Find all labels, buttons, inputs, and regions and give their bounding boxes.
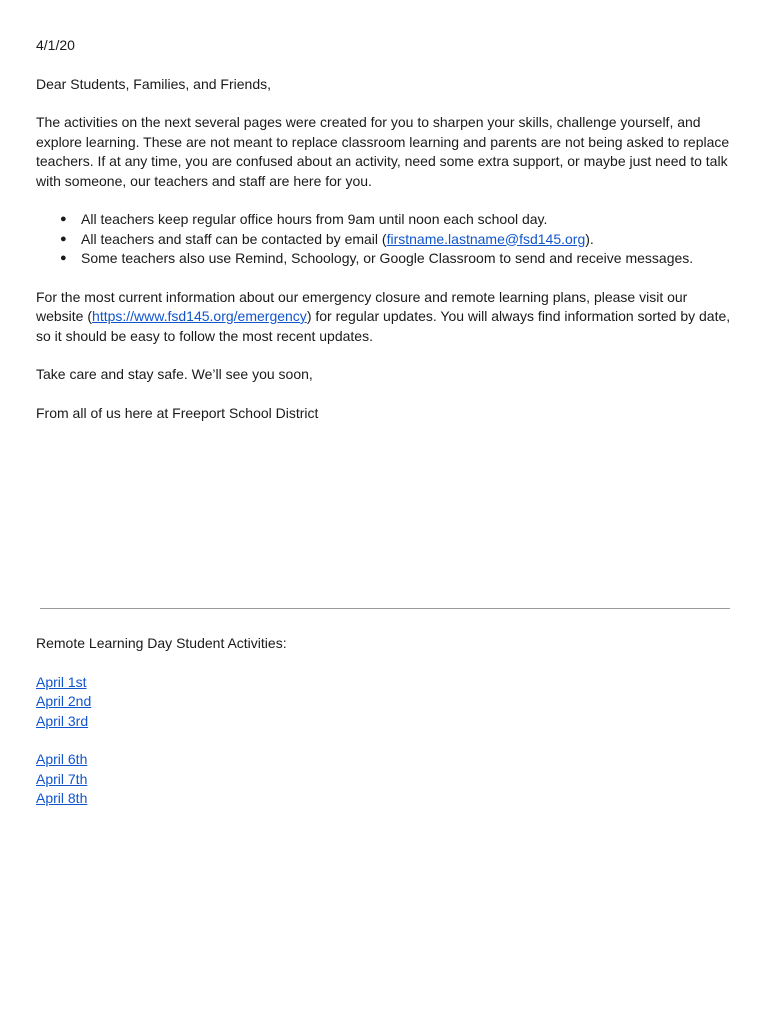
letter (36, 36, 736, 442)
activity-link-april-2[interactable]: April 2nd (36, 693, 92, 709)
bullet-icon: ● (60, 252, 67, 264)
office-hours-text: All teachers keep regular office hours from 9am until noon each school day. (81, 211, 548, 227)
email-text-pre: All teachers and staff can be contacted by email ( (81, 230, 387, 247)
list-item (60, 210, 736, 230)
activities-section (36, 634, 736, 828)
activity-link-april-8[interactable]: April 8th (36, 790, 88, 806)
list-item (60, 230, 736, 250)
email-text-post: ). (585, 230, 594, 247)
email-link[interactable]: firstname.lastname@fsd145.org (386, 230, 586, 247)
bullet-icon: ● (60, 232, 67, 245)
signature-line: From all of us here at Freeport School District (36, 404, 319, 421)
messaging-text: Some teachers also use Remind, Schoology, or Google Classroom to send and receive messages. (81, 250, 694, 266)
section-divider (40, 608, 730, 609)
info-text-post: ) for regular updates. You will always find information sorted by date, so it should be easy to follow the most recent updates. (36, 308, 731, 344)
activity-link-april-3[interactable]: April 3rd (36, 712, 89, 729)
activity-link-april-1[interactable]: April 1st (36, 673, 87, 690)
activity-link-april-6[interactable]: April 6th (36, 751, 88, 767)
activities-heading: Remote Learning Day Student Activities: (36, 635, 287, 651)
info-paragraph (36, 288, 736, 347)
week2-links (36, 750, 736, 809)
closing-line: Take care and stay safe. We’ll see you soon, (36, 366, 313, 382)
activity-link-april-7[interactable]: April 7th (36, 770, 88, 787)
letter-greeting: Dear Students, Families, and Friends, (36, 75, 271, 92)
bullet-icon: ● (60, 213, 67, 225)
letter-date: 4/1/20 (36, 37, 75, 53)
intro-paragraph: The activities on the next several pages were created for you to sharpen your skills, challenge yourself, and explore learning. These are not meant to replace classroom learning and parents are not being asked to replace teachers. If at any time, you are confused about an activity, need some extra support, or maybe just need to talk with someone, our teachers and staff are here for you. (36, 114, 730, 189)
info-text-pre: For the most current information about our emergency closure and remote learning plans, please visit our website ( (36, 288, 688, 324)
week1-links (36, 673, 736, 732)
list-item (60, 249, 736, 269)
emergency-website-link[interactable]: https://www.fsd145.org/emergency (92, 308, 307, 324)
support-list (36, 210, 736, 269)
